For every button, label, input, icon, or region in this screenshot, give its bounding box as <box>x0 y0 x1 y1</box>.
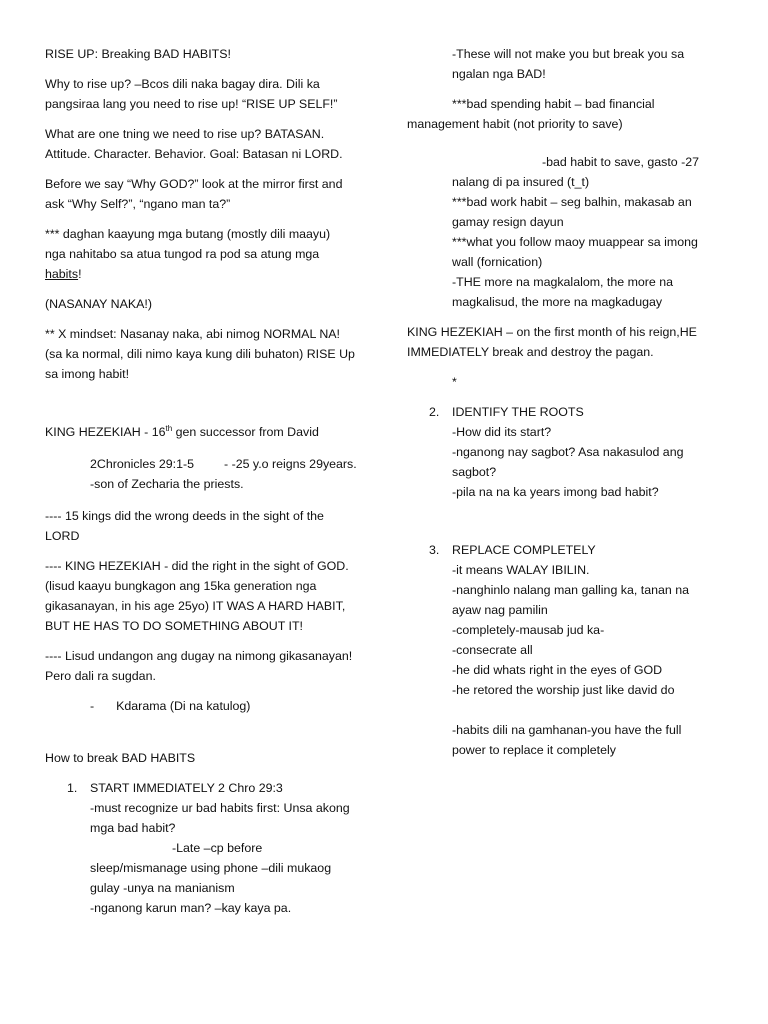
text-fragment: - -25 y.o reigns 29years. <box>224 457 357 471</box>
daghan-paragraph <box>45 224 375 284</box>
text-line: (sa ka normal, dili nimo kaya kung dili buhaton) RISE Up <box>45 347 355 361</box>
text-line: * <box>452 375 457 389</box>
chronicles-paragraph <box>45 454 375 494</box>
right-column <box>407 44 727 774</box>
step-title <box>407 402 727 422</box>
text-line: *** daghan kaayung mga butang (mostly dili maayu) <box>45 227 331 241</box>
text-fragment: ! <box>78 267 82 281</box>
text-line: -completely-mausab jud ka- <box>452 623 605 637</box>
text-line: gamay resign dayun <box>452 215 564 229</box>
step-number: 2. <box>429 405 440 419</box>
text-line: (lisud kaayu bungkagon ang 15ka generation nga <box>45 579 317 593</box>
text-line: -nganong nay sagbot? Asa nakasulod ang <box>452 445 684 459</box>
text-line: Before we say “Why GOD?” look at the mirror first and <box>45 177 343 191</box>
kdarama-paragraph <box>45 696 375 716</box>
doc-title-paragraph <box>45 44 375 64</box>
why-paragraph <box>45 74 375 114</box>
bullet-dash: - <box>90 699 95 713</box>
before-paragraph <box>45 174 375 214</box>
text-line: -he retored the worship just like david do <box>452 683 675 697</box>
text-line <box>45 422 375 442</box>
kings15-paragraph <box>45 506 375 546</box>
step-number: 1. <box>67 781 78 795</box>
lisud-paragraph <box>45 646 375 686</box>
text-line: IMMEDIATELY break and destroy the pagan. <box>407 345 654 359</box>
text-line: -he did whats right in the eyes of GOD <box>452 663 663 677</box>
doc-title: RISE UP: Breaking BAD HABITS! <box>45 47 231 61</box>
text-line: -nanghinlo nalang man galling ka, tanan na <box>452 583 689 597</box>
text-line: wall (fornication) <box>452 255 543 269</box>
text-line: LORD <box>45 529 80 543</box>
text-line: ---- 15 kings did the wrong deeds in the sight of the <box>45 509 324 523</box>
spending-paragraph <box>407 94 727 134</box>
step-number: 3. <box>429 543 440 557</box>
text-line: -must recognize ur bad habits first: Unsa akong <box>90 801 350 815</box>
text-fragment: KING HEZEKIAH - 16 <box>45 425 166 439</box>
text-line: -These will not make you but break you sa <box>452 47 685 61</box>
text-line: ngalan nga BAD! <box>452 67 546 81</box>
text-line: -THE more na magkalalom, the more na <box>452 275 674 289</box>
text-line: nga nahitabo sa atua tungod ra pod sa atung mga <box>45 247 320 261</box>
step-title <box>407 540 727 560</box>
text-line: -How did its start? <box>452 425 552 439</box>
text-line: pangsiraa lang you need to rise up! “RISE UP SELF!” <box>45 97 338 111</box>
text-line: ***what you follow maoy muappear sa imong <box>452 235 698 249</box>
star-paragraph <box>407 372 727 392</box>
text-fragment: START IMMEDIATELY 2 Chro 29:3 <box>90 781 283 795</box>
text-line: power to replace it completely <box>452 743 616 757</box>
text-line: -habits dili na gamhanan-you have the full <box>452 723 682 737</box>
step2-block <box>407 402 727 502</box>
king-reign-paragraph <box>407 322 727 362</box>
hezekiah-paragraph <box>45 556 375 636</box>
text-line <box>45 696 375 716</box>
step1-block <box>45 778 375 918</box>
text-fragment: REPLACE COMPLETELY <box>452 543 596 557</box>
text-line: ** X mindset: Nasanay naka, abi nimog NORMAL NA! <box>45 327 340 341</box>
text-line <box>45 264 375 284</box>
how-heading-paragraph <box>45 748 375 768</box>
text-line: ayaw nag pamilin <box>452 603 548 617</box>
text-line: Pero dali ra sugdan. <box>45 669 156 683</box>
text-line <box>45 454 375 474</box>
text-line: Attitude. Character. Behavior. Goal: Batasan ni LORD. <box>45 147 343 161</box>
text-line: ---- KING HEZEKIAH - did the right in the sight of GOD. <box>45 559 349 573</box>
text-line: ---- Lisud undangon ang dugay na nimong gikasanayan! <box>45 649 353 663</box>
mindset-paragraph <box>45 324 375 384</box>
text-line: sleep/mismanage using phone –dili mukaog <box>90 861 332 875</box>
section-heading: How to break BAD HABITS <box>45 751 196 765</box>
text-line: management habit (not priority to save) <box>407 117 623 131</box>
scripture-ref: 2Chronicles 29:1-5 <box>90 457 195 471</box>
these-paragraph <box>407 44 727 84</box>
text-line: -pila na na ka years imong bad habit? <box>452 485 659 499</box>
text-line: magkalisud, the more na magkadugay <box>452 295 663 309</box>
superscript: th <box>165 423 173 433</box>
text-line: -consecrate all <box>452 643 533 657</box>
text-fragment: gen successor from David <box>172 425 319 439</box>
text-line: ***bad work habit – seg balhin, makasab an <box>452 195 692 209</box>
what-paragraph <box>45 124 375 164</box>
text-fragment: Kdarama (Di na katulog) <box>116 699 251 713</box>
text-fragment: IDENTIFY THE ROOTS <box>452 405 584 419</box>
left-column <box>45 44 375 932</box>
nasanay-paragraph <box>45 294 375 314</box>
text-line: gikasanayan, in his age 25yo) IT WAS A HARD HABIT, <box>45 599 346 613</box>
underlined-word: habits <box>45 267 79 281</box>
text-line: -son of Zecharia the priests. <box>90 477 244 491</box>
text-line: mga bad habit? <box>90 821 176 835</box>
king-heading-paragraph <box>45 422 375 442</box>
habits-list-paragraph <box>407 152 727 312</box>
text-line: gulay -unya na manianism <box>90 881 235 895</box>
text-line: Why to rise up? –Bcos dili naka bagay dira. Dili ka <box>45 77 320 91</box>
text-line: (NASANAY NAKA!) <box>45 297 152 311</box>
text-line: -it means WALAY IBILIN. <box>452 563 590 577</box>
text-line: BUT HE HAS TO DO SOMETHING ABOUT IT! <box>45 619 303 633</box>
text-line: ***bad spending habit – bad financial <box>452 97 655 111</box>
text-line: nalang di pa insured (t_t) <box>452 175 590 189</box>
step-title <box>45 778 375 798</box>
step3-block <box>407 540 727 760</box>
text-line: What are one tning we need to rise up? BATASAN. <box>45 127 325 141</box>
text-line: -Late –cp before <box>172 841 263 855</box>
text-line: -nganong karun man? –kay kaya pa. <box>90 901 292 915</box>
text-line: sa imong habit! <box>45 367 130 381</box>
text-line: -bad habit to save, gasto -27 <box>542 155 700 169</box>
text-line: KING HEZEKIAH – on the first month of his reign,HE <box>407 325 697 339</box>
text-line: ask “Why Self?”, “ngano man ta?” <box>45 197 231 211</box>
text-line: sagbot? <box>452 465 497 479</box>
